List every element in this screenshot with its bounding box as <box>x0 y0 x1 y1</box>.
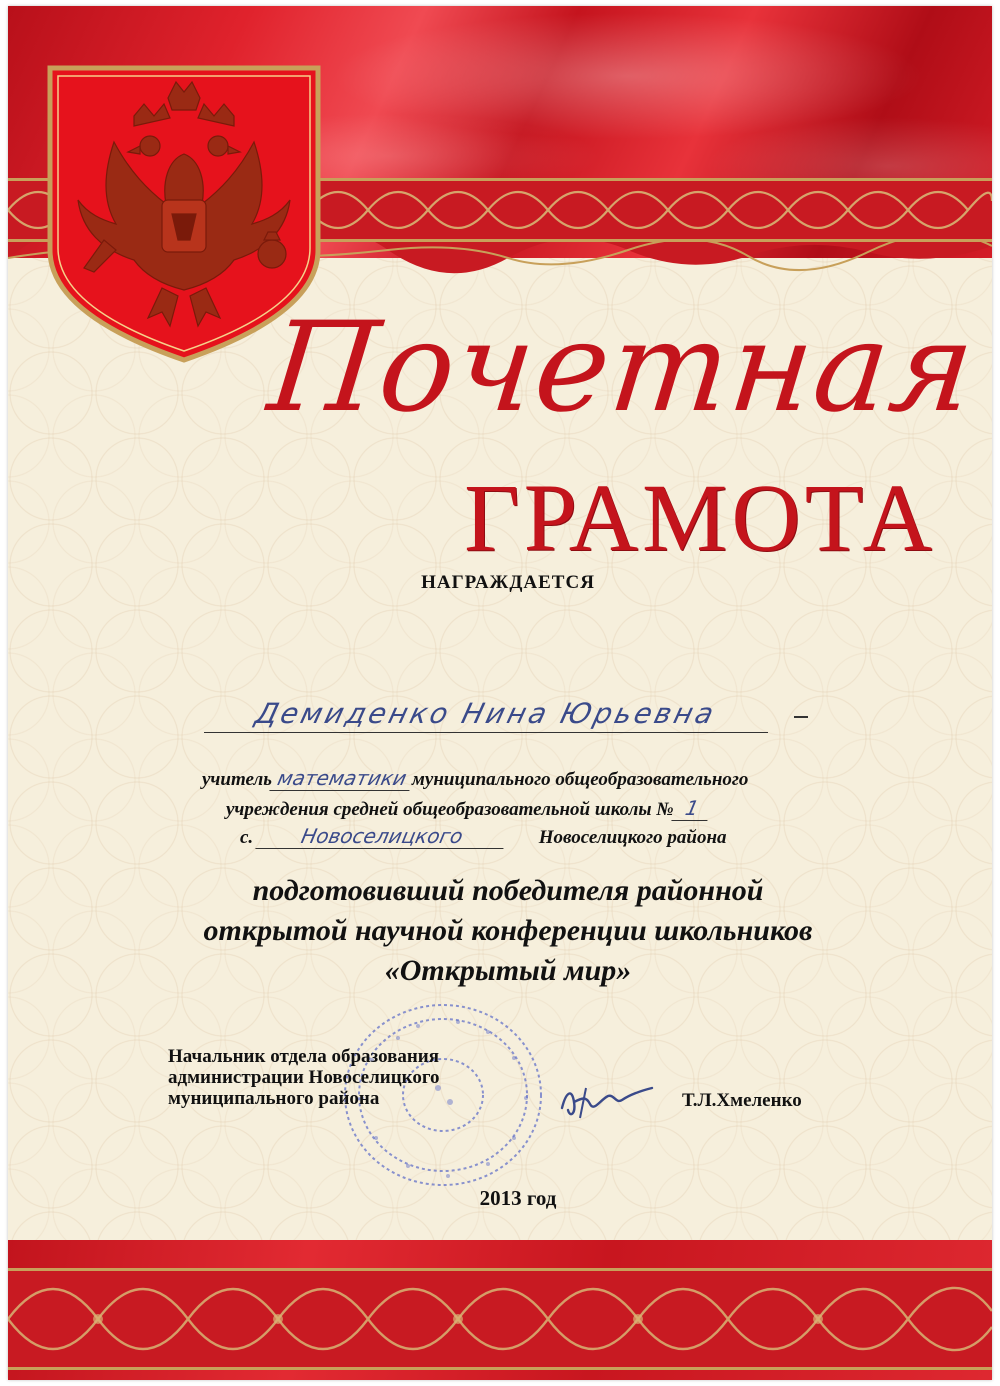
signatory-title <box>168 1046 528 1109</box>
institution-line1: муниципального общеобразовательного <box>411 769 749 790</box>
village-name-handwritten: Новоселицкого <box>255 824 508 849</box>
school-number-handwritten: 1 <box>671 796 712 821</box>
awarded-label: НАГРАЖДАЕТСЯ <box>421 572 595 593</box>
institution-line2-prefix: учреждения средней общеобразовательной школы № <box>226 799 674 820</box>
recipient-name: Демиденко Нина Юрьевна <box>252 697 720 730</box>
signatory-title-line1: Начальник отдела образования <box>168 1046 440 1067</box>
bottom-ornament-pattern <box>8 1271 992 1367</box>
subject-handwritten: математики <box>269 766 414 791</box>
headline-line1: подготовивший победителя районной <box>252 874 764 907</box>
teacher-label: учитель <box>202 769 272 790</box>
village-line <box>240 824 727 849</box>
district: Новоселицкого района <box>538 827 727 848</box>
signatory-title-line2: администрации Новоселицкого <box>168 1067 440 1088</box>
institution-line2 <box>226 796 710 821</box>
title-caps: ГРАМОТА <box>464 464 936 571</box>
year: 2013 год <box>479 1186 557 1210</box>
headline-line3: «Открытый мир» <box>384 954 632 987</box>
title-script: Почетная <box>262 296 983 440</box>
headline-line2: открытой научной конференции школьников <box>203 914 813 947</box>
name-line-dash <box>794 716 808 718</box>
village-prefix: с. <box>240 827 254 848</box>
signatory-name: Т.Л.Хмеленко <box>682 1090 802 1111</box>
teacher-line <box>202 766 748 791</box>
signatory-title-line3: муниципального района <box>168 1088 380 1109</box>
bottom-ornament-border <box>8 1268 992 1370</box>
handwritten-signature <box>556 1078 656 1124</box>
certificate-sheet <box>8 6 992 1380</box>
recipient-name-line <box>204 684 768 733</box>
